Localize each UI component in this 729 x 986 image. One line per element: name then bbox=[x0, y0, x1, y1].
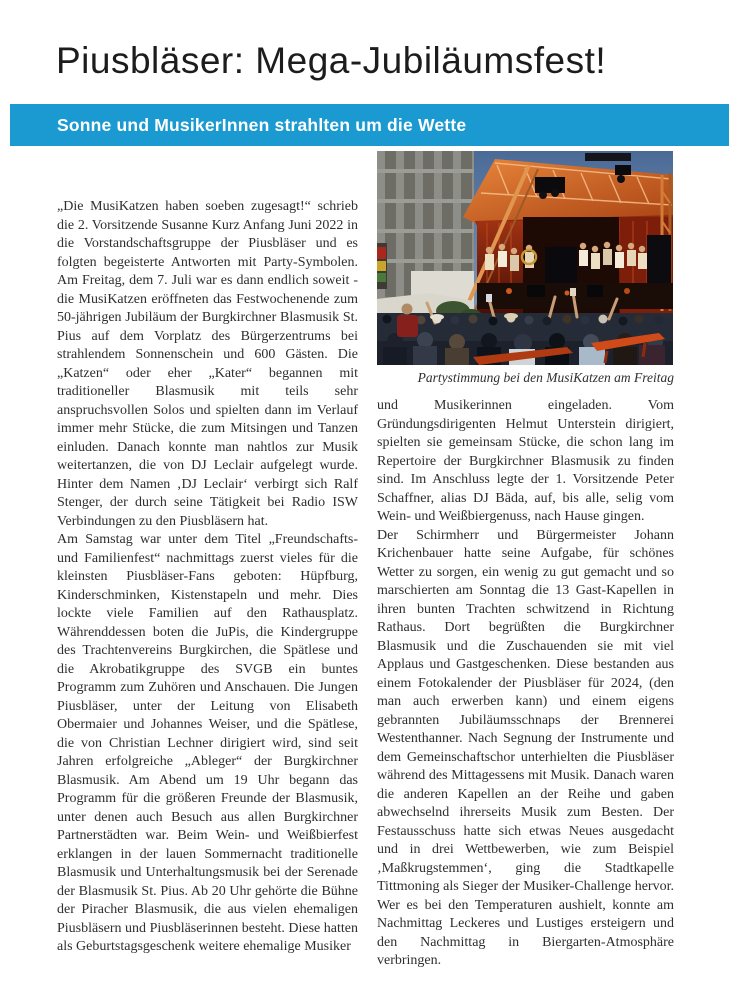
photo-caption: Partystimmung bei den MusiKatzen am Freitag bbox=[417, 370, 674, 385]
festival-photo-figure bbox=[377, 151, 674, 387]
article-column-right bbox=[377, 151, 674, 971]
page-title: Piusbläser: Mega-Jubiläumsfest! bbox=[56, 40, 607, 81]
article-paragraph: „Die MusiKatzen haben soeben zugesagt!“ schrieb die 2. Vorsitzende Susanne Kurz Anfang Juni 2022 in die Vorstandschaftsgruppe der Piusbläser und es folgten begeisterte Antworten mit Party-Symbolen. Am Freitag, dem 7. Juli war es dann endlich soweit - die MusiKatzen eröffneten das Festwochenende zum 50-jährigen Jubiläum der Burgkirchner Blasmusik St. Pius auf dem Vorplatz des Bürgerzentrums bei strahlendem Sonnenschein und 600 Gästen. Die „Katzen“ oder eher „Kater“ begannen mit traditioneller Blasmusik mit teils sehr anspruchsvollen Solos und spielten dann im Verlauf immer mehr Stücke, die zum Mitsingen und Tanzen einluden. Danach konnte man nahtlos zur Musik weitertanzen, die von DJ Leclair aufgelegt wurde. Hinter dem Namen ‚DJ Leclair‘ verbirgt sich Ralf Stenger, der durch seine Tätigkeit bei Radio ISW Verbindungen zu den Piusbläsern hat. bbox=[57, 199, 358, 529]
subtitle-bar bbox=[10, 104, 729, 146]
subtitle-text: Sonne und MusikerInnen strahlten um die Wette bbox=[57, 114, 467, 135]
festival-stage-crowd-photo bbox=[377, 151, 673, 365]
article-paragraph: und Musikerinnen eingeladen. Vom Gründungsdirigenten Helmut Unterstein dirigiert, spielten sie gemeinsam Stücke, die schon lang im Repertoire der Burgkirchner Blasmusik zu finden sind. Im Anschluss legte der 1. Vorsitzende Peter Schaffner, alias DJ Bäda, auf, bis alle, selig vom Wein- und Weißbiergenuss, nach Hause gingen. bbox=[377, 398, 674, 524]
article-column-left bbox=[57, 198, 358, 957]
article-paragraph: Am Samstag war unter dem Titel „Freundschafts- und Familienfest“ nachmittags zuerst vieles für die kleinsten Piusbläser-Fans geboten: Hüpfburg, Kinderschminken, Kistenstapeln und mehr. Dies lockte viele Familien auf den Rathausplatz. Währenddessen boten die JuPis, die Kindergruppe des Trachtenvereins Burgkirchen, die Spätlese und die Akrobatikgruppe des SVGB ein buntes Programm zum Zuhören und Anschauen. Die Jungen Piusbläser, unter der Leitung von Elisabeth Obermaier und Johannes Weiser, und die Spätlese, die von Christian Lechner dirigiert wird, sind seit Jahren erfolgreiche „Ableger“ der Burgkirchner Blasmusik. Am Abend um 19 Uhr begann das Programm für die größeren Freunde der Blasmusik, unter denen auch Besuch aus allen Burgkirchner Partnerstädten war. Beim Wein- und Weißbierfest erklangen in der lauen Sommernacht traditionelle Blasmusik und Unterhaltungsmusik bei der Serenade der Blasmusik St. Pius. Ab 20 Uhr gehörte die Bühne der Piracher Blasmusik, die aus vielen ehemaligen Piusbläsern und Piusbläserinnen besteht. Diese hatten als Geburtstagsgeschenk weitere ehemalige Musiker bbox=[57, 532, 358, 954]
article-paragraph: Der Schirmherr und Bürgermeister Johann Krichenbauer hatte seine Aufgabe, für schönes Wetter zu sorgen, ein wenig zu gut gemacht und so marschierten am Sonntag die 13 Gast-Kapellen in ihren bunten Trachten schwitzend in Richtung Rathaus. Dort begrüßten die Burgkirchner Blasmusik und die Zuschauenden sie mit viel Applaus und Gastgeschenken. Diese bestanden aus einem Fotokalender der Piusbläser für 2024, (den man auch erwerben kann) und einem eigens gebrannten Jubiläumsschnaps der Brennerei Westenthanner. Nach Segnung der Instrumente und dem Gemeinschaftschor unterhielten die Piusbläser während des Mittagessens mit Musik. Danach waren die anderen Kapellen an der Reihe und gaben abwechselnd ihrerseits Musik zum Besten. Der Festausschuss hatte sich etwas Neues ausgedacht und in drei Wettbewerben, wie zum Beispiel ‚Maßkrugstemmen‘, ging die Stadtkapelle Tittmoning als Sieger der Musiker-Challenge hervor. Wer es bei den Temperaturen aushielt, konnte am Nachmittag Leckeres und Lustiges ersteigern und den Nachmittag in Biergarten-Atmosphäre verbringen. bbox=[377, 527, 674, 968]
